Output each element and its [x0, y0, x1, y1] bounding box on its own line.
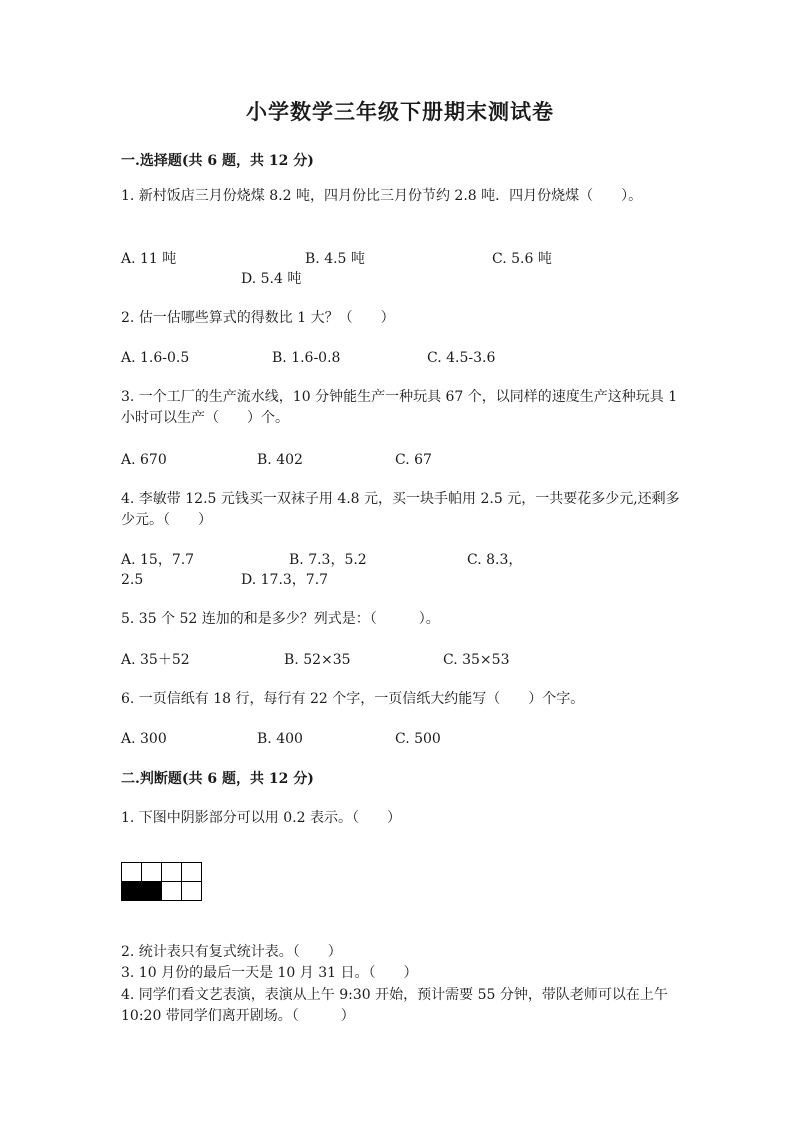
- grid-cell: [182, 882, 202, 901]
- question-5: 5. 35 个 52 连加的和是多少？列式是：（ ）。: [121, 611, 440, 627]
- question-6: 6. 一页信纸有 18 行，每行有 22 个字，一页信纸大约能写（ ）个字。: [121, 691, 585, 707]
- judgement-question-1: 1. 下图中阴影部分可以用 0.2 表示。（ ）: [121, 810, 401, 826]
- section-heading-choice: 一.选择题(共 6 题，共 12 分): [121, 153, 314, 169]
- option-d: D. 17.3，7.7: [241, 572, 329, 588]
- grid-cell: [162, 863, 182, 882]
- grid-cell: [162, 882, 182, 901]
- option-a: A. 670: [121, 452, 167, 468]
- option-b: B. 400: [257, 731, 303, 747]
- grid-cell: [182, 863, 202, 882]
- option-c-continued: 2.5: [121, 572, 144, 588]
- judgement-question-4: 4. 同学们看文艺表演，表演从上午 9:30 开始，预计需要 55 分钟，带队老师可以在上午 10:20 带同学们离开剧场。（ ）: [121, 987, 668, 1024]
- grid-cell: [122, 863, 142, 882]
- option-c: C. 67: [395, 452, 432, 468]
- option-b: B. 4.5 吨: [305, 251, 365, 267]
- section-heading-judgement: 二.判断题(共 6 题，共 12 分): [121, 771, 314, 787]
- question-4: 4. 李敏带 12.5 元钱买一双袜子用 4.8 元，买一块手帕用 2.5 元，一共要花多少元,还剩多少元。（ ）: [121, 491, 680, 528]
- option-b: B. 52×35: [284, 652, 351, 668]
- option-a: A. 300: [121, 731, 167, 747]
- option-d: D. 5.4 吨: [241, 271, 302, 287]
- option-c: C. 5.6 吨: [492, 251, 552, 267]
- option-c: C. 35×53: [443, 652, 510, 668]
- grid-cell: [142, 863, 162, 882]
- grid-cell-shaded: [142, 882, 162, 901]
- grid-cell-shaded: [122, 882, 142, 901]
- question-2: 2. 估一估哪些算式的得数比 1 大？（ ）: [121, 310, 395, 326]
- judgement-question-3: 3. 10 月份的最后一天是 10 月 31 日。（ ）: [121, 965, 418, 981]
- option-b: B. 402: [257, 452, 303, 468]
- judgement-question-2: 2. 统计表只有复式统计表。（ ）: [121, 944, 342, 960]
- option-a: A. 11 吨: [121, 251, 177, 267]
- option-a: A. 15，7.7: [121, 552, 195, 568]
- option-a: A. 35＋52: [121, 652, 190, 668]
- option-c: C. 8.3，: [467, 552, 523, 568]
- option-b: B. 1.6-0.8: [272, 350, 341, 366]
- fraction-grid-figure: [121, 862, 202, 901]
- option-c: C. 500: [395, 731, 441, 747]
- option-c: C. 4.5-3.6: [427, 350, 496, 366]
- option-a: A. 1.6-0.5: [121, 350, 190, 366]
- option-b: B. 7.3，5.2: [289, 552, 367, 568]
- page-title: 小学数学三年级下册期末测试卷: [246, 99, 554, 124]
- question-3: 3. 一个工厂的生产流水线，10 分钟能生产一种玩具 67 个，以同样的速度生产这种玩具 1 小时可以生产（ ）个。: [121, 389, 678, 426]
- question-1: 1. 新村饭店三月份烧煤 8.2 吨，四月份比三月份节约 2.8 吨．四月份烧煤（ ）。: [121, 188, 643, 204]
